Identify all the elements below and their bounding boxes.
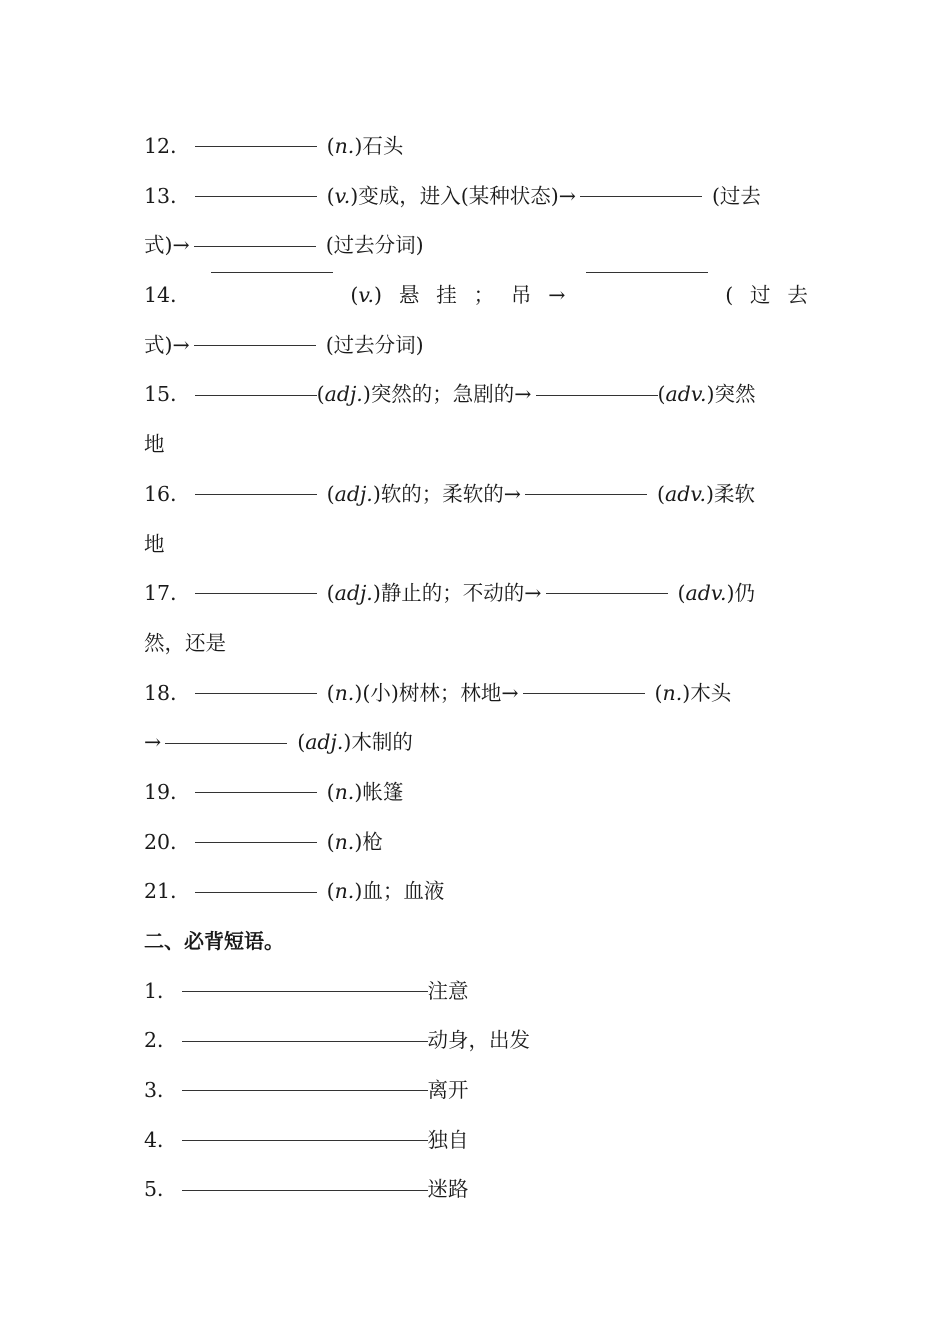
answer-blank[interactable] [211, 271, 333, 273]
answer-blank[interactable] [195, 891, 317, 893]
section-heading: 二、必背短语。 [144, 929, 284, 953]
meaning: 独自 [427, 1127, 469, 1152]
answer-blank[interactable] [195, 394, 317, 396]
item-number: 2． [144, 1028, 178, 1053]
meaning: 动身，出发 [427, 1028, 531, 1053]
answer-blank[interactable] [165, 742, 287, 744]
worksheet-text [144, 122, 808, 1215]
meaning: 石头 [362, 134, 404, 158]
item-number: 19． [144, 779, 191, 804]
meaning: 静止的；不动的→ [380, 581, 542, 606]
item-number: 5． [144, 1177, 178, 1202]
meaning: 离开 [427, 1078, 469, 1103]
item-13-cont: 式)→ (过去分词) [144, 233, 424, 258]
item-16: 16． (adj.)软的；柔软的→ (adv.)柔软 [144, 481, 756, 506]
part-of-speech: n. [662, 680, 683, 705]
answer-blank[interactable] [586, 271, 708, 273]
meaning: 突然的；急剧的→ [370, 382, 532, 407]
phrase-item [144, 1016, 808, 1066]
item-number: 12． [144, 134, 191, 158]
item-17-cont: 然，还是 [144, 630, 226, 655]
answer-blank[interactable] [195, 195, 317, 197]
item-12: 12． (n.)石头 [144, 134, 404, 158]
item-20: 20． (n.)枪 [144, 829, 383, 854]
meaning: 帐篷 [362, 779, 404, 804]
answer-blank[interactable] [580, 195, 702, 197]
part-of-speech: adv. [665, 382, 707, 407]
phrase-item [144, 1116, 808, 1166]
item-number: 4． [144, 1127, 178, 1152]
meaning: 迷路 [427, 1177, 469, 1202]
part-of-speech: n. [334, 779, 355, 804]
part-of-speech: n. [334, 134, 355, 158]
note: (过去 [711, 183, 761, 208]
answer-blank[interactable] [182, 1139, 428, 1141]
item-13: 13． (v.)变成，进入(某种状态)→ (过去 [144, 183, 761, 208]
answer-blank[interactable] [195, 493, 317, 495]
part-of-speech: adj. [334, 481, 373, 506]
answer-blank[interactable] [194, 344, 316, 346]
item-number: 1． [144, 978, 178, 1003]
answer-blank[interactable] [195, 592, 317, 594]
item-number: 15． [144, 382, 191, 407]
part-of-speech: adj. [334, 581, 373, 606]
phrase-item [144, 1066, 808, 1116]
item-19: 19． (n.)帐篷 [144, 779, 404, 804]
part-of-speech: adj. [324, 382, 363, 407]
meaning: 软的；柔软的→ [380, 481, 521, 506]
answer-blank[interactable] [194, 245, 316, 247]
item-number: 21． [144, 879, 191, 904]
item-number: 17． [144, 581, 191, 606]
item-number: 13． [144, 183, 191, 208]
answer-blank[interactable] [182, 1089, 428, 1091]
meaning: 木头 [690, 680, 732, 705]
answer-blank[interactable] [536, 394, 658, 396]
meaning: 注意 [427, 978, 469, 1003]
part-of-speech: n. [334, 829, 355, 854]
meaning: 突然 [714, 382, 756, 407]
phrase-item [144, 967, 808, 1017]
note: (过去分词) [325, 332, 424, 357]
item-16-cont: 地 [144, 531, 165, 556]
phrase-item [144, 1165, 808, 1215]
item-21: 21． (n.)血；血液 [144, 879, 445, 904]
item-number: 20． [144, 829, 191, 854]
item-15-cont: 地 [144, 432, 165, 457]
item-number: 3． [144, 1078, 178, 1103]
item-number: 14． [144, 283, 191, 308]
part-of-speech: v. [358, 283, 374, 308]
item-18: 18． (n.)(小)树林；林地→ (n.)木头 [144, 680, 732, 705]
meaning: (小)树林；林地→ [362, 680, 519, 705]
answer-blank[interactable] [523, 692, 645, 694]
answer-blank[interactable] [195, 841, 317, 843]
note: (过去分词) [325, 233, 424, 258]
meaning: 柔软 [714, 481, 756, 506]
answer-blank[interactable] [182, 1040, 428, 1042]
meaning: 枪 [362, 829, 383, 854]
meaning: 血；血液 [362, 879, 445, 904]
part-of-speech: n. [334, 879, 355, 904]
item-18-cont: → (adj.)木制的 [144, 730, 413, 755]
answer-blank[interactable] [195, 791, 317, 793]
item-14-cont: 式)→ (过去分词) [144, 332, 424, 357]
part-of-speech: adv. [665, 481, 707, 506]
item-14: 14． (v.) 悬 挂 ； 吊 → ( 过 去 [144, 271, 808, 321]
item-17: 17． (adj.)静止的；不动的→ (adv.)仍 [144, 581, 756, 606]
answer-blank[interactable] [182, 990, 428, 992]
meaning: 变成，进入(某种状态)→ [358, 183, 576, 208]
part-of-speech: adv. [685, 581, 727, 606]
meaning: 仍 [734, 581, 756, 606]
answer-blank[interactable] [525, 493, 647, 495]
part-of-speech: adj. [305, 730, 344, 755]
part-of-speech: n. [334, 680, 355, 705]
item-number: 16． [144, 481, 191, 506]
answer-blank[interactable] [182, 1189, 428, 1191]
answer-blank[interactable] [546, 592, 668, 594]
answer-blank[interactable] [195, 692, 317, 694]
answer-blank[interactable] [195, 145, 317, 147]
meaning: 木制的 [351, 730, 413, 755]
item-number: 18． [144, 680, 191, 705]
part-of-speech: v. [334, 183, 351, 208]
item-15: 15． (adj.)突然的；急剧的→ (adv.)突然 [144, 382, 756, 407]
